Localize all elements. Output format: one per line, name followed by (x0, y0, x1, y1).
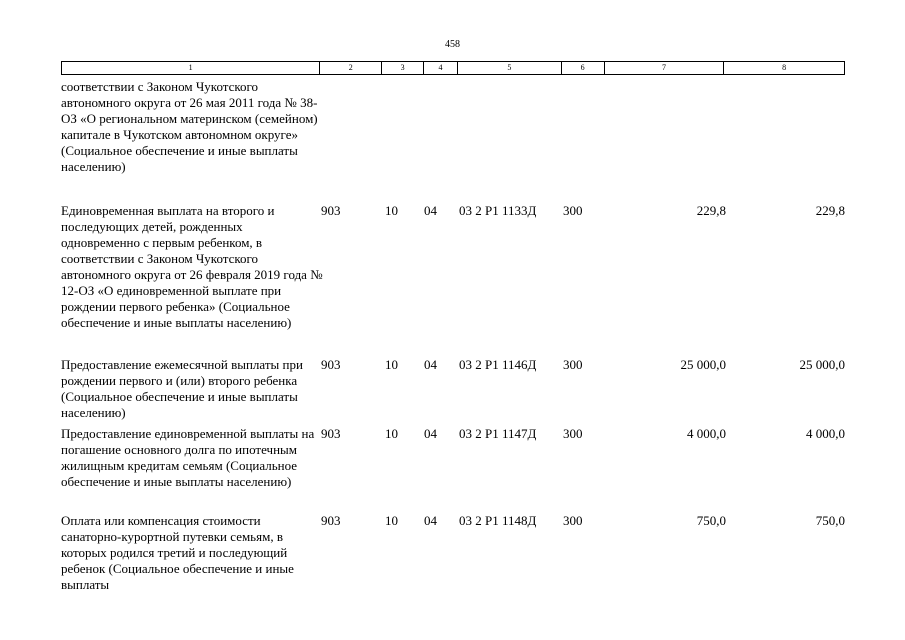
column-header-7: 7 (605, 62, 725, 74)
row-col8: 4 000,0 (806, 426, 845, 441)
column-header-4: 4 (424, 62, 458, 74)
row-col6: 300 (563, 203, 583, 218)
row-col8: 25 000,0 (799, 357, 845, 372)
row-col2: 903 (321, 426, 341, 441)
column-header-2: 2 (320, 62, 382, 74)
row-col5: 03 2 Р1 1147Д (459, 426, 537, 441)
row-description: Единовременная выплата на второго и последующих детей, рожденных одновременно с первым ребенком, в соответствии с Законом Чукотского автономного округа от 26 февраля 2019 года № 12-ОЗ «О единовременной выплате при рождении первого ребенка» (Социальное обеспечение и иные выплаты населению) (61, 203, 323, 330)
table-header (61, 61, 845, 75)
page-number: 458 (445, 39, 460, 50)
row-col2: 903 (321, 513, 341, 528)
row-col7: 25 000,0 (680, 357, 726, 372)
row-col4: 04 (424, 357, 437, 372)
row-col8: 750,0 (815, 513, 845, 528)
row-col4: 04 (424, 513, 437, 528)
row-col3: 10 (385, 203, 398, 218)
row-col6: 300 (563, 513, 583, 528)
row-col5: 03 2 Р1 1146Д (459, 357, 537, 372)
row-col3: 10 (385, 357, 398, 372)
column-header-1: 1 (62, 62, 320, 74)
row-description: Предоставление единовременной выплаты на погашение основного долга по ипотечным жилищным кредитам семьям (Социальное обеспечение и иные выплаты населению) (61, 426, 315, 489)
row-description: Предоставление ежемесячной выплаты при рождении первого и (или) второго ребенка (Социальное обеспечение и иные выплаты населению) (61, 357, 303, 420)
row-col2: 903 (321, 357, 341, 372)
row-description: Оплата или компенсация стоимости санаторно-курортной путевки семьям, в которых родился третий и последующий ребенок (Социальное обеспечение и иные выплаты (61, 513, 294, 592)
column-header-5: 5 (458, 62, 562, 74)
row-col5: 03 2 Р1 1148Д (459, 513, 537, 528)
column-header-8: 8 (782, 63, 787, 72)
row-col4: 04 (424, 426, 437, 441)
row-description: соответствии с Законом Чукотского автономного округа от 26 мая 2011 года № 38-ОЗ «О региональном материнском (семейном) капитале в Чукотском автономном округе» (Социальное обеспечение и иные выплаты населению) (61, 79, 318, 174)
row-col7: 4 000,0 (687, 426, 726, 441)
column-header-6: 6 (562, 62, 605, 74)
column-header-3: 3 (382, 62, 424, 74)
row-col2: 903 (321, 203, 341, 218)
row-col7: 229,8 (696, 203, 726, 218)
row-col5: 03 2 Р1 1133Д (459, 203, 537, 218)
row-col3: 10 (385, 513, 398, 528)
row-col8: 229,8 (815, 203, 845, 218)
row-col7: 750,0 (696, 513, 726, 528)
row-col6: 300 (563, 426, 583, 441)
row-col6: 300 (563, 357, 583, 372)
row-col4: 04 (424, 203, 437, 218)
row-col3: 10 (385, 426, 398, 441)
